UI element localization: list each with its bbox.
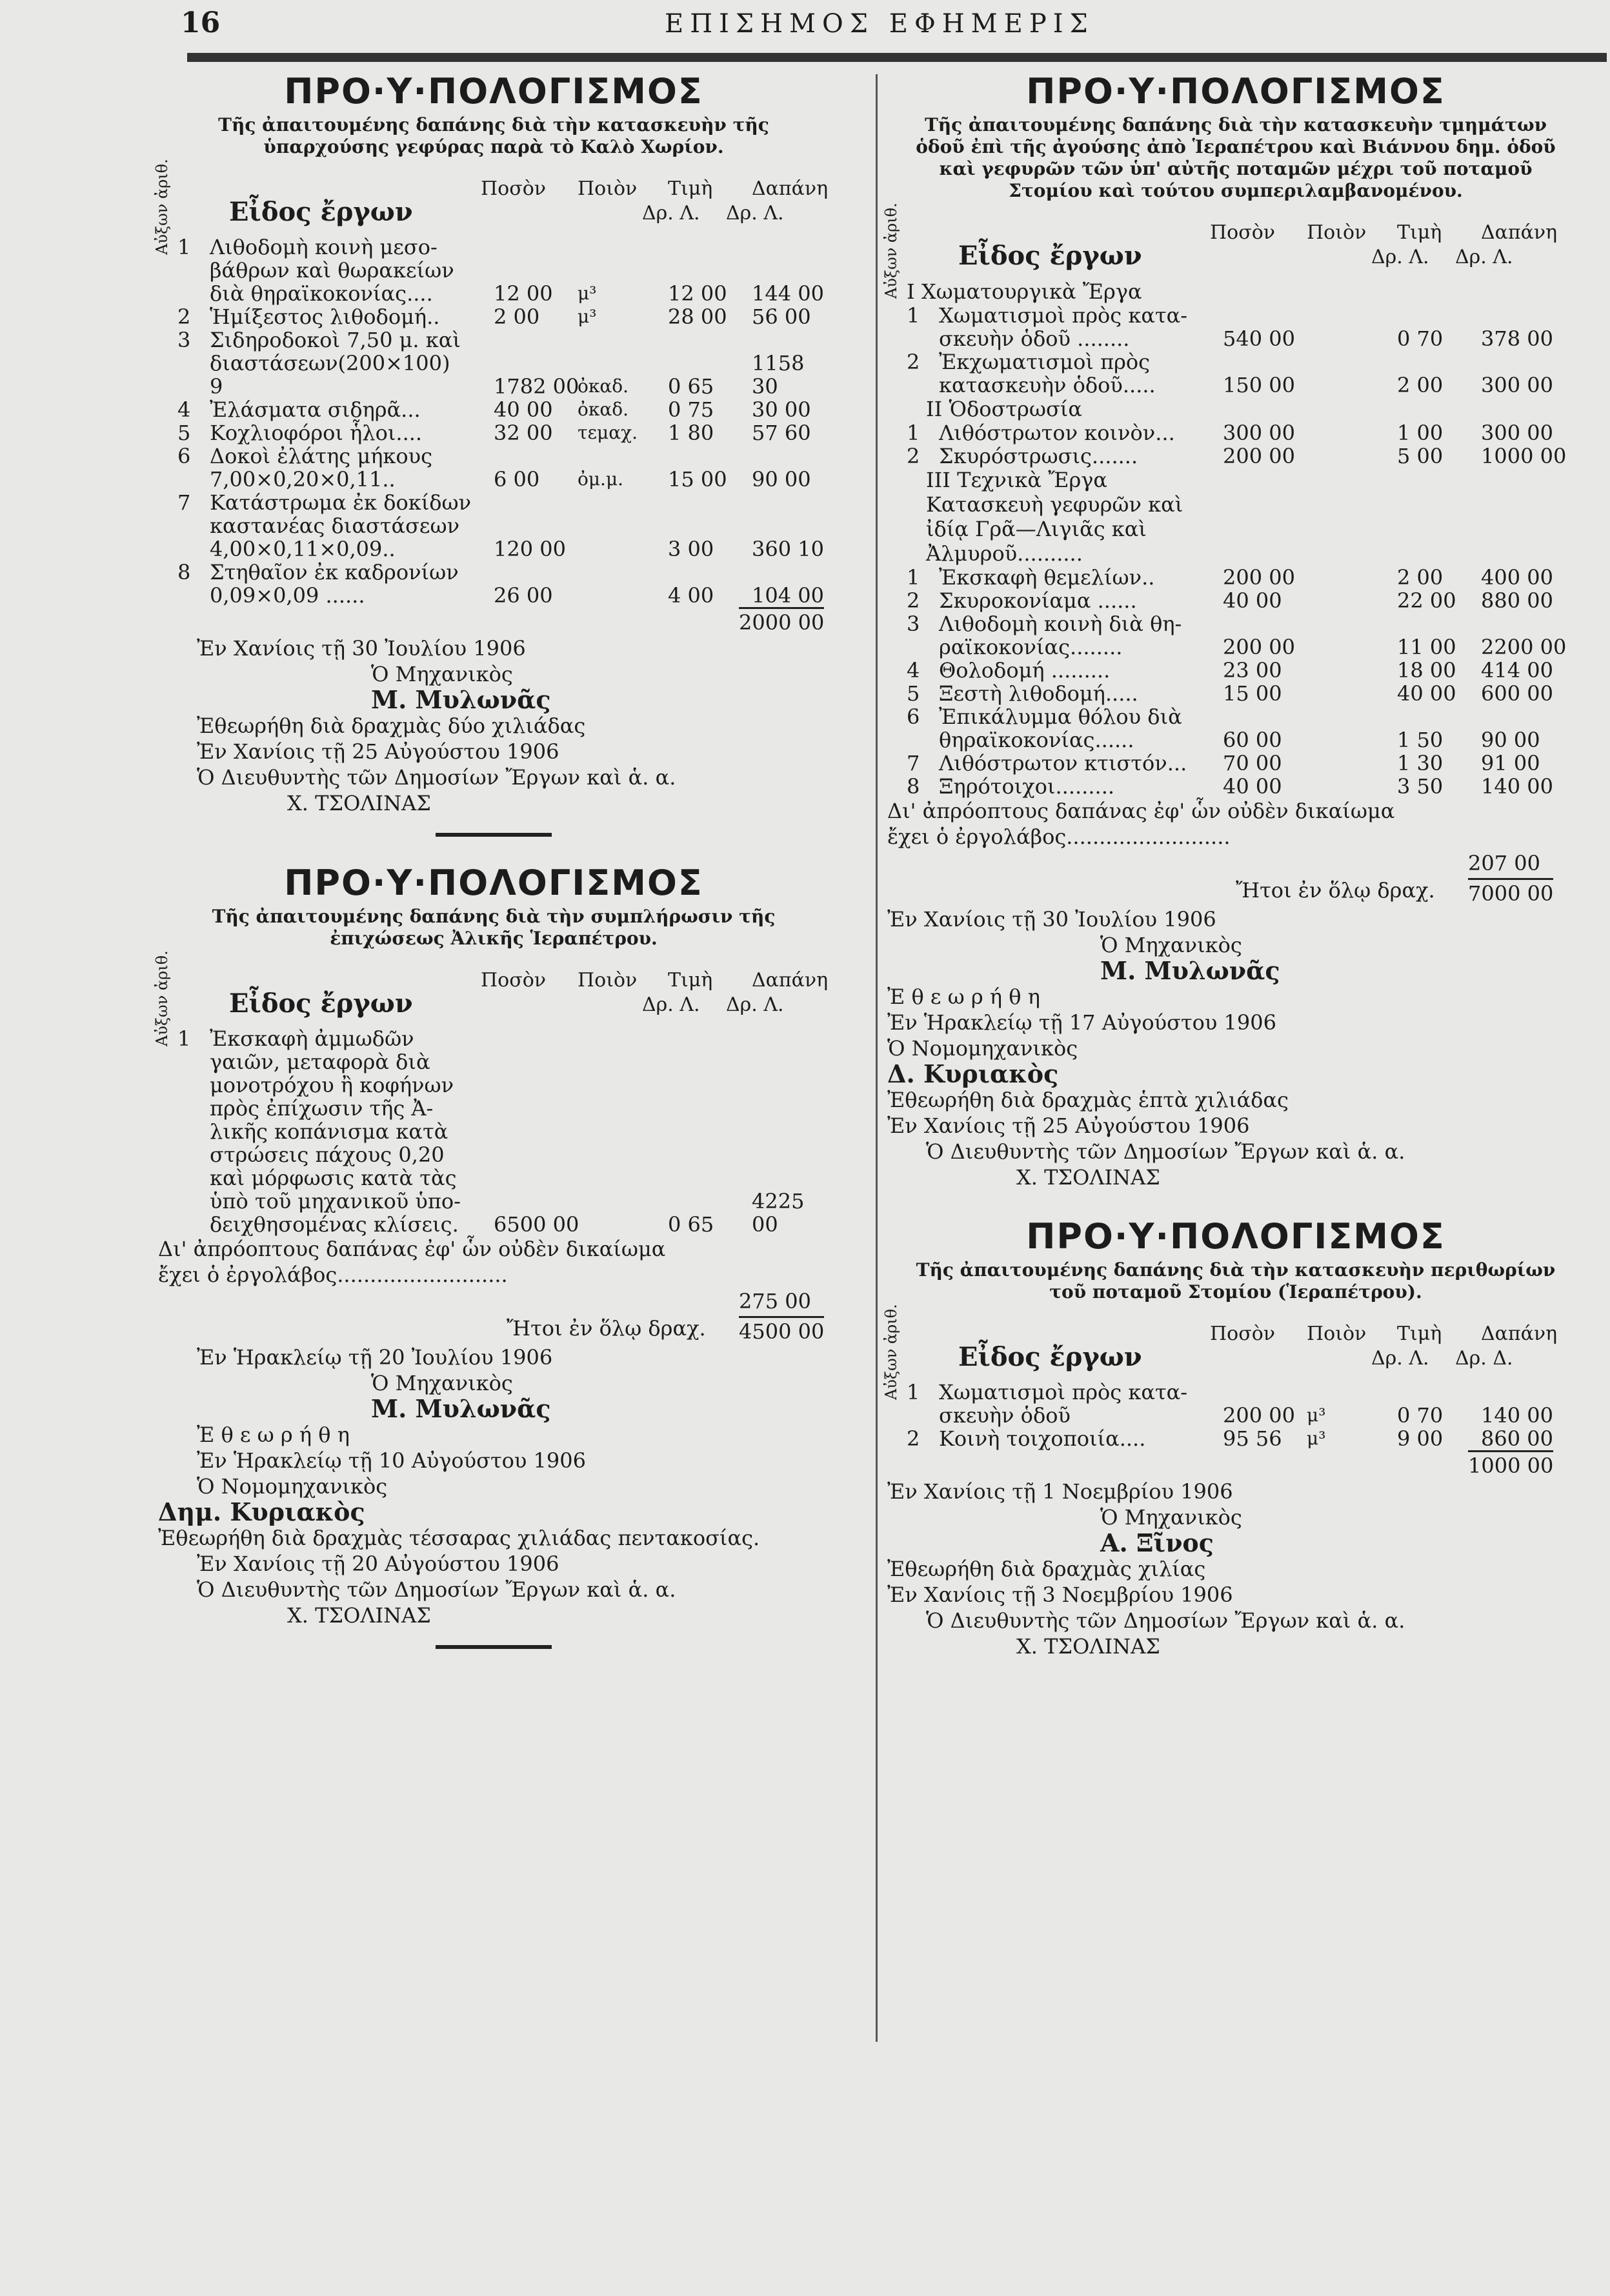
item-rows xyxy=(158,235,829,607)
approval-line: Ἐθεωρήθη διὰ δραχμὰς δύο χιλιάδας xyxy=(197,714,586,738)
unit-header: Δρ. Λ. xyxy=(642,993,700,1016)
row-qty: 40 00 xyxy=(1223,588,1282,613)
kind-header: Εἶδος ἔργων xyxy=(229,988,413,1019)
section-rule xyxy=(436,833,552,837)
table-row xyxy=(887,659,1584,682)
row-description: Ἡμίξεστος λιθοδομή.. xyxy=(210,304,440,329)
row-qty: 2 00 xyxy=(494,304,540,329)
row-cost: 414 00 xyxy=(1481,658,1553,683)
row-price: 40 00 xyxy=(1397,681,1456,706)
unit-header: Δρ. Λ. xyxy=(1455,246,1513,268)
table-row xyxy=(887,705,1584,752)
row-qty: 60 00 xyxy=(1223,728,1282,752)
row-cost: 300 00 xyxy=(1481,373,1553,397)
director-title: Ὁ Διευθυντὴς τῶν Δημοσίων Ἔργων καὶ ἁ. α. xyxy=(197,1577,676,1602)
date-line: Ἐν Χανίοις τῇ 30 Ἰουλίου 1906 xyxy=(887,907,1216,932)
row-number: 1 xyxy=(907,565,920,590)
right-column xyxy=(882,71,1584,1685)
quality-header: Ποιὸν xyxy=(578,177,638,200)
row-qty: 12 00 xyxy=(494,281,553,306)
table-row xyxy=(158,444,829,491)
aux-number-header: Αὐξων ἀριθ. xyxy=(153,950,171,1046)
table-row xyxy=(887,421,1584,444)
unit-header: Δρ. Λ. xyxy=(726,202,784,225)
approval-date: Ἐν Χανίοις τῇ 3 Νοεμβρίου 1906 xyxy=(887,1582,1233,1607)
engineer-signature: Μ. Μυλωνᾶς xyxy=(371,1394,551,1423)
approval-line: Ἐθεωρήθη διὰ δραχμὰς τέσσαρας χιλιάδας πεντακοσίας. xyxy=(158,1526,760,1550)
extra-costs-line2: ἔχει ὁ ἐργολάβος.......................... xyxy=(158,1263,508,1287)
row-price: 28 00 xyxy=(668,304,727,329)
row-price: 4 00 xyxy=(668,583,714,608)
row-price: 1 50 xyxy=(1397,728,1444,752)
row-price: 3 50 xyxy=(1397,774,1444,799)
row-description: Θολοδομή ......... xyxy=(939,658,1111,683)
page-number: 16 xyxy=(181,6,221,39)
row-qty: 23 00 xyxy=(1223,658,1282,683)
engineer-signature: Α. Ξῖνος xyxy=(1100,1528,1214,1557)
seen-line: Ἐ θ ε ω ρ ή θ η xyxy=(887,984,1040,1009)
row-number: 4 xyxy=(177,397,191,422)
table-row xyxy=(887,444,1584,468)
nomo-signature: Δ. Κυριακὸς xyxy=(887,1059,1059,1088)
kind-header: Εἶδος ἔργων xyxy=(958,1342,1142,1372)
qty-header: Ποσὸν xyxy=(481,177,547,200)
aux-number-header: Αὐξων ἀριθ. xyxy=(882,203,900,299)
director-name: Χ. ΤΣΟΛΙΝΑΣ xyxy=(1016,1634,1160,1659)
row-number: 1 xyxy=(907,303,920,328)
row-cost: 4225 00 xyxy=(752,1189,805,1237)
cost-header: Δαπάνη xyxy=(1481,1323,1558,1345)
row-number: 8 xyxy=(907,774,920,799)
row-qty: 6500 00 xyxy=(494,1212,579,1237)
row-description: Λιθόστρωτον κοινὸν... xyxy=(939,421,1175,445)
table-row xyxy=(887,612,1584,659)
row-price: 5 00 xyxy=(1397,444,1444,468)
engineer-title: Ὁ Μηχανικὸς xyxy=(1100,933,1242,957)
total-value: 4500 00 xyxy=(739,1316,824,1344)
seen-date: Ἐν Ἡρακλείῳ τῇ 10 Αὐγούστου 1906 xyxy=(197,1448,586,1473)
extra-value: 275 00 xyxy=(739,1289,811,1313)
row-qty: 120 00 xyxy=(494,537,566,561)
row-price: 3 00 xyxy=(668,537,714,561)
row-description: Σιδηροδοκοὶ 7,50 μ. καὶ διαστάσεων(200×100) 9 xyxy=(210,328,461,399)
row-number: 3 xyxy=(177,328,191,352)
row-qty: 200 00 xyxy=(1223,635,1295,659)
row-description: Ἐκσκαφὴ ἀμμωδῶν γαιῶν, μεταφορὰ διὰ μονοτρόχου ἢ κοφήνων πρὸς ἐπίχωσιν τῆς Ἀ- λικῆς κοπάνισμα κατὰ στρώσεις πάχους 0,20 καὶ μόρφωσις κατὰ τὰς ὑπὸ τοῦ μηχανικοῦ ὑπο- δειχθησομένας κλίσεις. xyxy=(210,1026,461,1237)
row-qty: 300 00 xyxy=(1223,421,1295,445)
row-description: Λιθοδομὴ κοινὴ μεσο- βάθρων καὶ θωρακείων διὰ θηραϊκοκονίας.... xyxy=(210,235,454,306)
group-heading: II Ὁδοστρωσία xyxy=(926,397,1082,421)
table-row xyxy=(887,752,1584,775)
seen-line: Ἐ θ ε ω ρ ή θ η xyxy=(197,1423,350,1447)
row-cost: 30 00 xyxy=(752,397,811,422)
budget-alikis-ierapetrou xyxy=(153,863,829,1649)
engineer-title: Ὁ Μηχανικὸς xyxy=(371,662,513,686)
unit-header: Δρ. Λ. xyxy=(726,993,784,1016)
row-number: 8 xyxy=(177,560,191,584)
date-line: Ἐν Ἡρακλείῳ τῇ 20 Ἰουλίου 1906 xyxy=(197,1345,553,1370)
row-description: Χωματισμοὶ πρὸς κατα- σκευὴν ὁδοῦ ........ xyxy=(939,303,1188,351)
seen-date: Ἐν Ἡρακλείῳ τῇ 17 Αὐγούστου 1906 xyxy=(887,1010,1276,1035)
row-cost: 91 00 xyxy=(1481,751,1540,775)
row-number: 1 xyxy=(177,1026,191,1051)
row-number: 7 xyxy=(907,751,920,775)
engineer-signature: Μ. Μυλωνᾶς xyxy=(1100,956,1280,985)
row-price: 0 65 xyxy=(668,374,714,399)
row-cost: 56 00 xyxy=(752,304,811,329)
row-qty: 6 00 xyxy=(494,467,540,492)
row-number: 4 xyxy=(907,658,920,683)
row-price: 2 00 xyxy=(1397,565,1444,590)
table-row xyxy=(158,1027,829,1236)
approval-line: Ἐθεωρήθη διὰ δραχμὰς χιλίας xyxy=(887,1557,1206,1581)
approval-line: Ἐθεωρήθη διὰ δραχμὰς ἑπτὰ χιλιάδας xyxy=(887,1088,1289,1112)
page-header xyxy=(174,6,1600,45)
row-cost: 2200 00 xyxy=(1481,635,1567,659)
unit-header: Δρ. Λ. xyxy=(1371,246,1429,268)
row-qty: 40 00 xyxy=(494,397,553,422)
section-rule xyxy=(436,1645,552,1649)
price-header: Τιμὴ xyxy=(668,969,713,992)
row-price: 11 00 xyxy=(1397,635,1456,659)
row-description: Κοχλιοφόροι ἧλοι.... xyxy=(210,421,423,445)
section-subtitle: Τῆς ἀπαιτουμένης δαπάνης διὰ τὴν κατασκευὴν τμημάτων ὁδοῦ ἐπὶ τῆς ἀγούσης ἀπὸ Ἱεραπέτρου καὶ Βιάννου δημ. ὁδοῦ καὶ γεφυρῶν τῶν ὑπ' αὐτῆς ποταμῶν μέχρι τοῦ ποταμοῦ Στομίου καὶ τούτου συμπεριλαμβανομένου. xyxy=(916,114,1556,201)
row-number: 1 xyxy=(907,1380,920,1404)
masthead: ΕΠΙΣΗΜΟΣ ΕΦΗΜΕΡΙΣ xyxy=(665,9,1094,39)
table-row xyxy=(158,491,829,561)
aux-number-header: Αὐξων ἀριθ. xyxy=(882,1304,900,1400)
row-price: 1 00 xyxy=(1397,421,1444,445)
extra-costs-line: Δι' ἀπρόοπτους δαπάνας ἐφ' ὧν οὐδὲν δικαίωμα xyxy=(158,1237,666,1261)
row-description: Ξηρότοιχοι......... xyxy=(939,774,1115,799)
column-headers xyxy=(882,1304,1584,1400)
date-line: Ἐν Χανίοις τῇ 1 Νοεμβρίου 1906 xyxy=(887,1479,1233,1504)
section-subtitle: Τῆς ἀπαιτουμένης δαπάνης διὰ τὴν συμπλήρωσιν τῆς ἐπιχώσεως Ἀλικῆς Ἱεραπέτρου. xyxy=(212,906,776,949)
price-header: Τιμὴ xyxy=(668,177,713,200)
row-description: Ξεστὴ λιθοδομή..... xyxy=(939,681,1138,706)
row-unit: μ³ xyxy=(578,306,597,327)
row-unit: μ³ xyxy=(578,283,597,304)
row-price: 0 70 xyxy=(1397,1403,1444,1428)
row-price: 15 00 xyxy=(668,467,727,492)
budget-road-ierapetra-viannos xyxy=(882,71,1584,1190)
row-cost: 140 00 xyxy=(1481,1403,1553,1428)
qty-header: Ποσὸν xyxy=(481,969,547,992)
table-row xyxy=(887,682,1584,705)
section-subtitle: Τῆς ἀπαιτουμένης δαπάνης διὰ τὴν κατασκευὴν περιθωρίων τοῦ ποταμοῦ Στομίου (Ἱεραπέτρου). xyxy=(916,1259,1556,1303)
director-name: Χ. ΤΣΟΛΙΝΑΣ xyxy=(1016,1165,1160,1190)
row-number: 1 xyxy=(907,421,920,445)
approval-date: Ἐν Χανίοις τῇ 25 Αὐγούστου 1906 xyxy=(197,739,559,764)
extra-costs-line2: ἔχει ὁ ἐργολάβος......................... xyxy=(887,824,1231,849)
price-header: Τιμὴ xyxy=(1397,221,1442,244)
kind-header: Εἶδος ἔργων xyxy=(229,197,413,227)
row-unit: ὀκαδ. xyxy=(578,375,629,397)
unit-header: Δρ. Λ. xyxy=(1371,1347,1429,1370)
price-header: Τιμὴ xyxy=(1397,1323,1442,1345)
cost-header: Δαπάνη xyxy=(1481,221,1558,244)
section-title: ΠΡΟ·Υ·ΠΟΛΟΓΙΣΜΟΣ xyxy=(284,71,703,112)
extra-costs xyxy=(887,850,1584,878)
row-unit: μ³ xyxy=(1307,1428,1326,1449)
table-row xyxy=(887,1427,1584,1450)
row-cost: 144 00 xyxy=(752,281,824,306)
total-label: Ἤτοι ἐν ὅλῳ δραχ. xyxy=(507,1316,706,1341)
table-row xyxy=(887,304,1584,350)
row-description: Λιθοδομὴ κοινὴ διὰ θη- ραϊκοκονίας........ xyxy=(939,612,1182,659)
row-description: Σκυρόστρωσις....... xyxy=(939,444,1138,468)
nomo-signature: Δημ. Κυριακὸς xyxy=(158,1497,365,1526)
row-qty: 200 00 xyxy=(1223,1403,1295,1428)
row-qty: 26 00 xyxy=(494,583,553,608)
row-cost: 860 00 xyxy=(1481,1426,1553,1451)
row-description: Ἐπικάλυμμα θόλου διὰ θηραϊκοκονίας...... xyxy=(939,704,1182,752)
qty-header: Ποσὸν xyxy=(1210,221,1276,244)
row-description: Ἐκσκαφὴ θεμελίων.. xyxy=(939,565,1155,590)
nomo-title: Ὁ Νομομηχανικὸς xyxy=(197,1474,388,1499)
section-title: ΠΡΟ·Υ·ΠΟΛΟΓΙΣΜΟΣ xyxy=(284,863,703,903)
row-qty: 70 00 xyxy=(1223,751,1282,775)
table-row xyxy=(887,566,1584,589)
row-cost: 400 00 xyxy=(1481,565,1553,590)
row-qty: 32 00 xyxy=(494,421,553,445)
row-cost: 104 00 xyxy=(752,583,824,608)
director-title: Ὁ Διευθυντὴς τῶν Δημοσίων Ἔργων καὶ ἁ. α. xyxy=(926,1608,1405,1633)
engineer-signature: Μ. Μυλωνᾶς xyxy=(371,685,551,714)
extra-costs-line: Δι' ἀπρόοπτους δαπάνας ἐφ' ὧν οὐδὲν δικαίωμα xyxy=(887,799,1395,823)
group-heading: I Χωματουργικὰ Ἔργα xyxy=(907,279,1142,304)
row-cost: 880 00 xyxy=(1481,588,1553,613)
row-number: 2 xyxy=(177,304,191,329)
row-number: 2 xyxy=(907,588,920,613)
aux-number-header: Αὐξων ἀριθ. xyxy=(153,159,171,255)
approval-date: Ἐν Χανίοις τῇ 25 Αὐγούστου 1906 xyxy=(887,1113,1250,1138)
row-description: Σκυροκονίαμα ...... xyxy=(939,588,1137,613)
director-name: Χ. ΤΣΟΛΙΝΑΣ xyxy=(287,1603,431,1628)
row-price: 1 30 xyxy=(1397,751,1444,775)
table-row xyxy=(158,398,829,421)
row-qty: 200 00 xyxy=(1223,444,1295,468)
row-unit: ὀμ.μ. xyxy=(578,468,624,490)
quality-header: Ποιὸν xyxy=(1307,221,1367,244)
total-value: 7000 00 xyxy=(1468,878,1553,906)
row-description: Χωματισμοὶ πρὸς κατα- σκευὴν ὁδοῦ xyxy=(939,1380,1188,1428)
table-row xyxy=(158,561,829,607)
row-unit: ὀκαδ. xyxy=(578,399,629,420)
row-cost: 140 00 xyxy=(1481,774,1553,799)
row-cost: 57 60 xyxy=(752,421,811,445)
left-column xyxy=(153,71,829,1675)
total-label: Ἤτοι ἐν ὅλῳ δραχ. xyxy=(1236,878,1435,903)
section-subtitle: Τῆς ἀπαιτουμένης δαπάνης διὰ τὴν κατασκευὴν τῆς ὑπαρχούσης γεφύρας παρὰ τὸ Καλὸ Χωρίον. xyxy=(218,114,769,157)
quality-header: Ποιὸν xyxy=(1307,1323,1367,1345)
row-price: 1 80 xyxy=(668,421,714,445)
row-price: 2 00 xyxy=(1397,373,1444,397)
row-cost: 1158 30 xyxy=(752,351,805,399)
row-description: Λιθόστρωτον κτιστόν... xyxy=(939,751,1187,775)
row-number: 1 xyxy=(177,235,191,259)
budget-stomiou-river xyxy=(882,1216,1584,1659)
date-line: Ἐν Χανίοις τῇ 30 Ἰουλίου 1906 xyxy=(197,636,526,661)
row-description: Ἐλάσματα σιδηρᾶ... xyxy=(210,397,421,422)
extra-costs xyxy=(158,1288,829,1316)
row-qty: 200 00 xyxy=(1223,565,1295,590)
row-description: Κατάστρωμα ἐκ δοκίδων καστανέας διαστάσεων 4,00×0,11×0,09.. xyxy=(210,490,472,561)
row-qty: 95 56 xyxy=(1223,1426,1282,1451)
row-cost: 600 00 xyxy=(1481,681,1553,706)
row-number: 3 xyxy=(907,612,920,636)
row-qty: 15 00 xyxy=(1223,681,1282,706)
table-row xyxy=(887,775,1584,798)
row-cost: 360 10 xyxy=(752,537,824,561)
row-price: 9 00 xyxy=(1397,1426,1444,1451)
row-cost: 378 00 xyxy=(1481,326,1553,351)
row-qty: 540 00 xyxy=(1223,326,1295,351)
row-price: 18 00 xyxy=(1397,658,1456,683)
table-row xyxy=(158,328,829,398)
row-unit: τεμαχ. xyxy=(578,422,638,443)
row-cost: 1000 00 xyxy=(1481,444,1567,468)
kind-header: Εἶδος ἔργων xyxy=(958,241,1142,271)
total-value: 1000 00 xyxy=(1468,1450,1553,1478)
row-number: 5 xyxy=(907,681,920,706)
cost-header: Δαπάνη xyxy=(752,969,829,992)
row-number: 2 xyxy=(907,444,920,468)
row-description: Δοκοὶ ἐλάτης μήκους 7,00×0,20×0,11.. xyxy=(210,444,432,492)
row-cost: 90 00 xyxy=(1481,728,1540,752)
table-row xyxy=(158,421,829,444)
row-description: Κοινὴ τοιχοποιία.... xyxy=(939,1426,1146,1451)
row-number: 2 xyxy=(907,350,920,374)
table-row xyxy=(887,589,1584,612)
total-line xyxy=(158,1316,829,1344)
row-price: 22 00 xyxy=(1397,588,1456,613)
header-rule xyxy=(187,53,1607,62)
row-qty: 1782 00 xyxy=(494,374,579,399)
section-title: ΠΡΟ·Υ·ΠΟΛΟΓΙΣΜΟΣ xyxy=(1026,1216,1445,1257)
quality-header: Ποιὸν xyxy=(578,969,638,992)
nomo-title: Ὁ Νομομηχανικὸς xyxy=(887,1036,1078,1061)
table-row xyxy=(887,1381,1584,1427)
row-cost: 300 00 xyxy=(1481,421,1553,445)
row-price: 0 75 xyxy=(668,397,714,422)
row-qty: 40 00 xyxy=(1223,774,1282,799)
director-title: Ὁ Διευθυντὴς τῶν Δημοσίων Ἔργων καὶ ἁ. α. xyxy=(926,1139,1405,1164)
row-price: 0 70 xyxy=(1397,326,1444,351)
engineer-title: Ὁ Μηχανικὸς xyxy=(371,1371,513,1395)
table-row xyxy=(887,350,1584,397)
row-description: Στηθαῖον ἐκ καδρονίων 0,09×0,09 ...... xyxy=(210,560,459,608)
cost-header: Δαπάνη xyxy=(752,177,829,200)
row-price: 12 00 xyxy=(668,281,727,306)
row-unit: μ³ xyxy=(1307,1404,1326,1426)
row-number: 6 xyxy=(177,444,191,468)
group-heading: III Τεχνικὰ Ἔργα Κατασκευὴ γεφυρῶν καὶ ἰδίᾳ Γρᾶ—Λιγιᾶς καὶ Ἀλμυροῦ.......... xyxy=(926,468,1183,566)
approval-date: Ἐν Χανίοις τῇ 20 Αὐγούστου 1906 xyxy=(197,1552,559,1576)
row-number: 5 xyxy=(177,421,191,445)
engineer-title: Ὁ Μηχανικὸς xyxy=(1100,1505,1242,1530)
total-line xyxy=(158,607,829,635)
column-headers xyxy=(153,159,829,255)
table-row xyxy=(158,235,829,305)
qty-header: Ποσὸν xyxy=(1210,1323,1276,1345)
column-headers xyxy=(153,950,829,1046)
row-cost: 90 00 xyxy=(752,467,811,492)
unit-header-alt: Δρ. Δ. xyxy=(1455,1347,1513,1370)
budget-bridge-kalo-chorio xyxy=(153,71,829,837)
total-value: 2000 00 xyxy=(739,607,824,635)
table-row xyxy=(158,305,829,328)
director-title: Ὁ Διευθυντὴς τῶν Δημοσίων Ἔργων καὶ ἁ. α. xyxy=(197,765,676,790)
unit-header: Δρ. Λ. xyxy=(642,202,700,225)
row-qty: 150 00 xyxy=(1223,373,1295,397)
section-title: ΠΡΟ·Υ·ΠΟΛΟΓΙΣΜΟΣ xyxy=(1026,71,1445,112)
total-line xyxy=(887,1450,1584,1479)
director-name: Χ. ΤΣΟΛΙΝΑΣ xyxy=(287,791,431,815)
column-divider xyxy=(876,74,878,2042)
row-price: 0 65 xyxy=(668,1212,714,1237)
extra-value: 207 00 xyxy=(1468,851,1540,875)
row-number: 6 xyxy=(907,704,920,729)
row-number: 2 xyxy=(907,1426,920,1451)
row-description: Ἐκχωματισμοὶ πρὸς κατασκευὴν ὁδοῦ..... xyxy=(939,350,1156,397)
row-number: 7 xyxy=(177,490,191,515)
total-line xyxy=(887,878,1584,906)
